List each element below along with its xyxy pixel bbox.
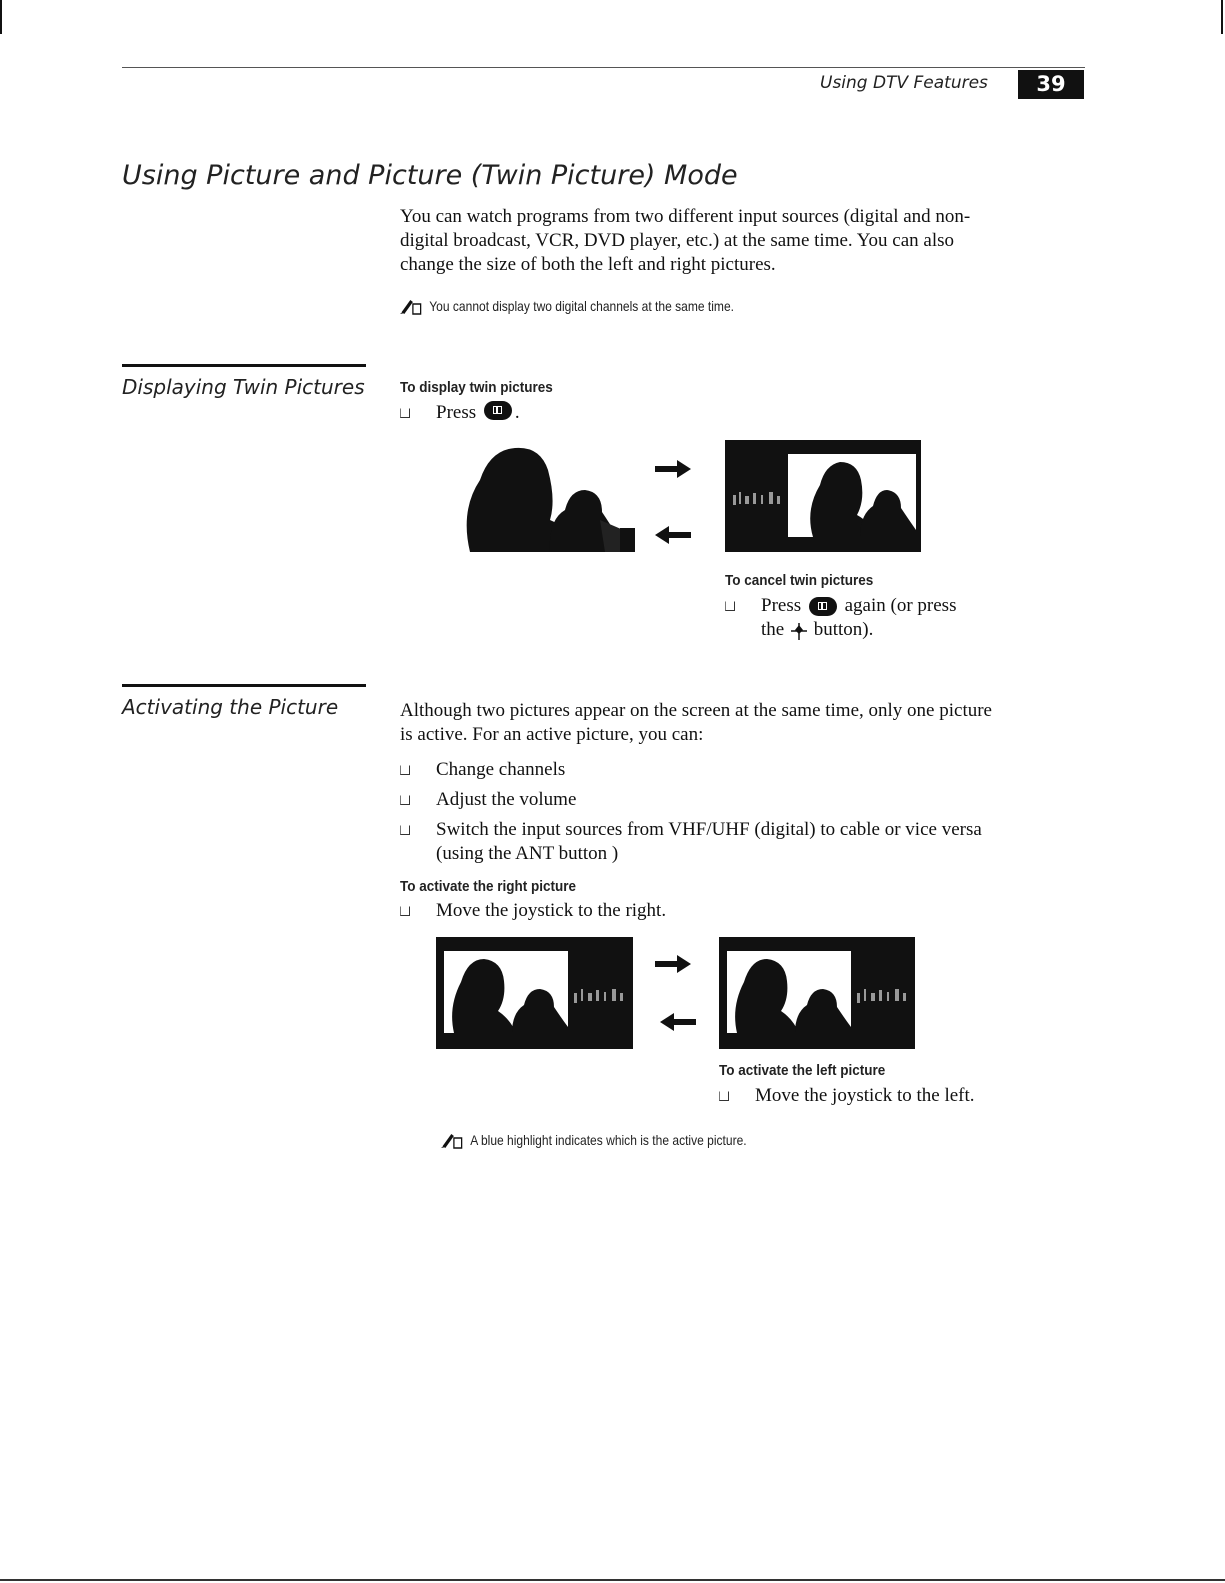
- activating-note-text: A blue highlight indicates which is the active picture.: [470, 1132, 747, 1148]
- activating-note: [441, 1131, 747, 1149]
- to-right-step: [400, 899, 666, 923]
- checkbox-bullet-icon: [400, 825, 410, 835]
- cancel-again-text: again (or press: [844, 595, 957, 616]
- checkbox-bullet-icon: [400, 408, 410, 418]
- press-end: .: [514, 402, 520, 423]
- cancel-button-text: button).: [813, 619, 874, 640]
- header-section-title: Using DTV Features: [820, 73, 988, 93]
- to-cancel-step: [725, 594, 956, 642]
- intro-paragraph: [400, 205, 1080, 277]
- page-title: Using Picture and Picture (Twin Picture) Mode: [122, 160, 738, 191]
- note-pencil-icon: [400, 297, 422, 315]
- to-display-step: [400, 401, 520, 425]
- intro-line-2: digital broadcast, VCR, DVD player, etc.) at the same time. You can also: [400, 230, 954, 251]
- twin-view-button-icon: [809, 597, 837, 616]
- press-label: Press: [436, 402, 477, 423]
- intro-note-text: You cannot display two digital channels at the same time.: [429, 298, 735, 314]
- right-active-picture-image: [719, 937, 915, 1049]
- arrow-right-icon: [655, 460, 691, 478]
- intro-line-1: You can watch programs from two different input sources (digital and non-: [400, 206, 971, 227]
- bullet-change-channels: [400, 758, 565, 782]
- to-right-step-text: Move the joystick to the right.: [436, 900, 667, 921]
- displaying-section-rule: [122, 364, 366, 367]
- displaying-heading: Displaying Twin Pictures: [122, 375, 365, 399]
- checkbox-bullet-icon: [400, 765, 410, 775]
- checkbox-bullet-icon: [400, 795, 410, 805]
- bullet-text: Switch the input sources from VHF/UHF (digital) to cable or vice versa: [436, 819, 982, 840]
- to-cancel-title: To cancel twin pictures: [725, 572, 874, 589]
- cancel-the-text: the: [761, 619, 785, 640]
- bullet-text: Change channels: [436, 759, 566, 780]
- to-right-title: To activate the right picture: [400, 878, 577, 895]
- checkbox-bullet-icon: [719, 1091, 729, 1101]
- left-edge-mark: [0, 0, 2, 34]
- checkbox-bullet-icon: [725, 601, 735, 611]
- activating-para-line-1: Although two pictures appear on the screen at the same time, only one picture: [400, 700, 992, 721]
- checkbox-bullet-icon: [400, 906, 410, 916]
- activating-para-line-2: is active. For an active picture, you can:: [400, 724, 704, 745]
- twin-view-button-icon: [484, 401, 512, 420]
- activating-section-rule: [122, 684, 366, 687]
- cancel-press-label: Press: [761, 595, 802, 616]
- page-number: 39: [1018, 70, 1084, 99]
- header-rule: [122, 67, 1085, 68]
- single-picture-image: [430, 440, 635, 552]
- to-display-title: To display twin pictures: [400, 379, 553, 396]
- bullet-switch-input: [400, 818, 982, 866]
- joystick-button-icon: [789, 621, 809, 641]
- arrow-right-icon: [655, 955, 691, 973]
- to-left-step: [719, 1084, 975, 1108]
- bullet-adjust-volume: [400, 788, 576, 812]
- left-active-picture-image: [436, 937, 633, 1049]
- arrow-left-icon: [660, 1013, 696, 1031]
- to-cancel-step-text: [761, 594, 956, 642]
- intro-note: [400, 297, 734, 315]
- bullet-text: Adjust the volume: [436, 789, 577, 810]
- bullet-text-line-2: (using the ANT button ): [436, 843, 619, 864]
- activating-paragraph: [400, 699, 1100, 747]
- to-left-title: To activate the left picture: [719, 1062, 886, 1079]
- activating-heading: Activating the Picture: [122, 695, 339, 719]
- right-edge-mark: [1221, 0, 1223, 34]
- arrow-left-icon: [655, 526, 691, 544]
- to-left-step-text: Move the joystick to the left.: [755, 1085, 975, 1106]
- intro-line-3: change the size of both the left and right pictures.: [400, 254, 776, 275]
- twin-picture-image: [725, 440, 921, 552]
- bottom-edge-rule: [0, 1579, 1225, 1581]
- note-pencil-icon: [441, 1131, 463, 1149]
